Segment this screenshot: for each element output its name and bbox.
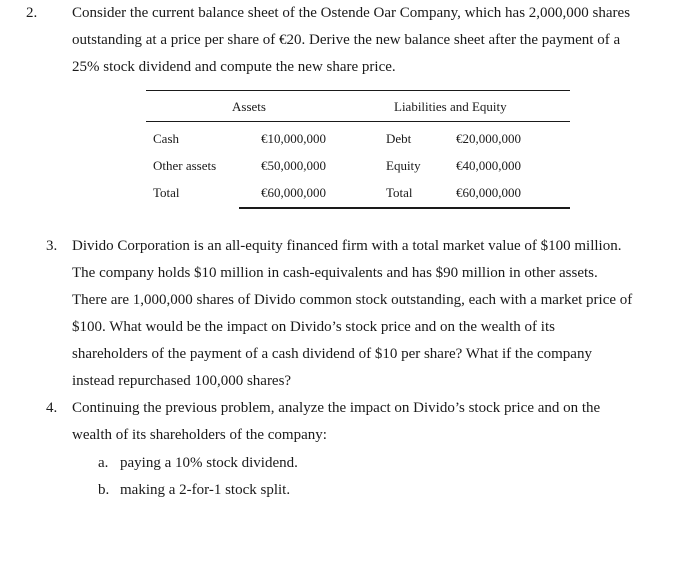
liability-label-debt: Debt — [386, 131, 412, 146]
liability-value-equity: €40,000,000 — [456, 158, 521, 173]
question-number: 2. — [26, 5, 38, 21]
subitem-letter: b. — [98, 482, 110, 498]
asset-label-cash: Cash — [153, 131, 179, 146]
liabilities-header: Liabilities and Equity — [394, 99, 507, 114]
header-rule — [146, 121, 570, 122]
question-line: 25% stock dividend and compute the new share price. — [72, 59, 396, 75]
liability-label-equity: Equity — [386, 158, 421, 173]
question-line: wealth of its shareholders of the company: — [72, 427, 327, 443]
question-text — [72, 395, 672, 449]
table-top-rule — [146, 90, 570, 91]
subitem-b — [98, 482, 290, 499]
question-text — [72, 233, 672, 395]
asset-label-other: Other assets — [153, 158, 217, 173]
question-line: Divido Corporation is an all-equity financed firm with a total market value of $100 million. — [72, 238, 622, 254]
question-number: 4. — [46, 400, 58, 416]
asset-value-cash: €10,000,000 — [261, 131, 326, 146]
question-line: Continuing the previous problem, analyze the impact on Divido’s stock price and on the — [72, 400, 601, 416]
table-bottom-rule — [239, 207, 570, 209]
asset-label-total: Total — [153, 185, 180, 200]
question-line: outstanding at a price per share of €20. Derive the new balance sheet after the payment of a — [72, 32, 621, 48]
balance-sheet-table — [146, 90, 570, 210]
question-number: 3. — [46, 238, 58, 254]
asset-value-total: €60,000,000 — [261, 185, 326, 200]
question-line: $100. What would be the impact on Divido’s stock price and on the wealth of its — [72, 319, 555, 335]
question-text — [72, 0, 672, 81]
liability-label-total: Total — [386, 185, 413, 200]
subitem-text: paying a 10% stock dividend. — [120, 455, 298, 471]
subitem-a — [98, 455, 298, 472]
liability-value-total: €60,000,000 — [456, 185, 521, 200]
question-line: There are 1,000,000 shares of Divido common stock outstanding, each with a market price of — [72, 292, 633, 308]
subitem-letter: a. — [98, 455, 109, 471]
question-line: The company holds $10 million in cash-equivalents and has $90 million in other assets. — [72, 265, 598, 281]
assets-header: Assets — [232, 99, 266, 114]
subitem-text: making a 2-for-1 stock split. — [120, 482, 291, 498]
liability-value-debt: €20,000,000 — [456, 131, 521, 146]
question-line: shareholders of the payment of a cash dividend of $10 per share? What if the company — [72, 346, 592, 362]
question-line: Consider the current balance sheet of the Ostende Oar Company, which has 2,000,000 shares — [72, 5, 631, 21]
question-line: instead repurchased 100,000 shares? — [72, 373, 292, 389]
asset-value-other: €50,000,000 — [261, 158, 326, 173]
